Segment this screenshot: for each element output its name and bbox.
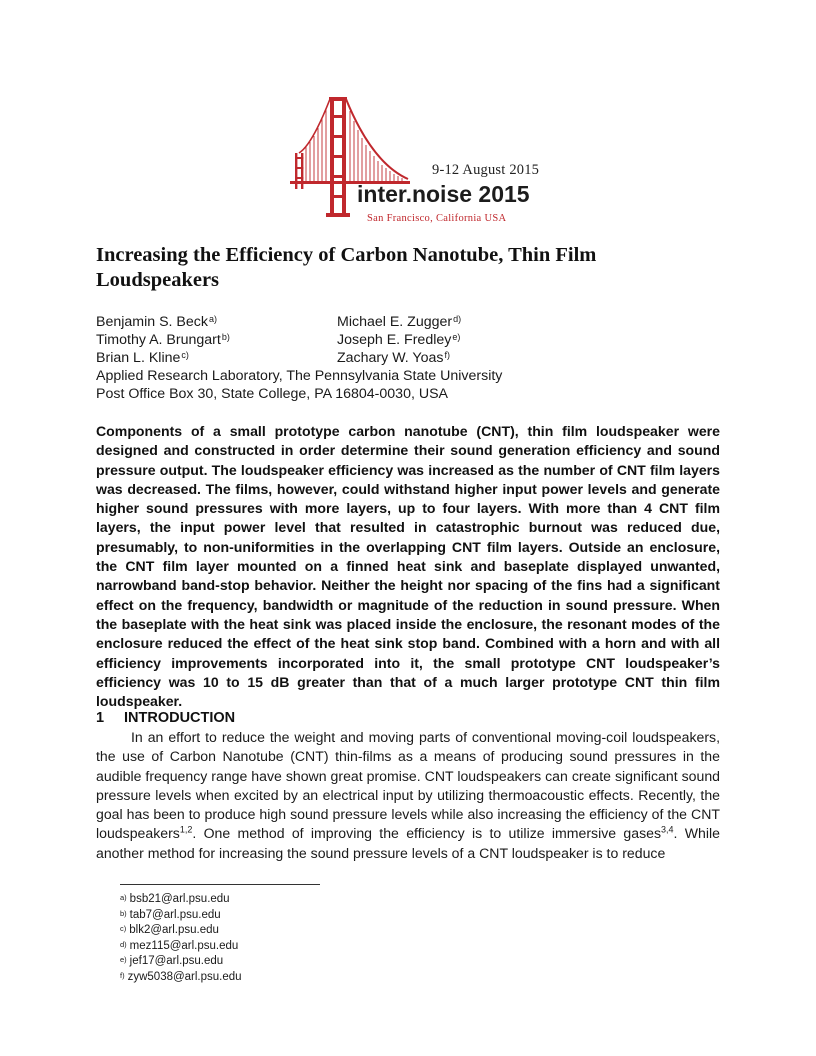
section-number: 1 [96,710,105,726]
author: Zachary W. Yoas$^{f)}$ [337,350,450,366]
footnote: $^{c)}$ blk2@arl.psu.edu [120,924,219,936]
author: Benjamin S. Beck$^{a)}$ [96,314,217,330]
footnotes [120,892,242,985]
footnote-email[interactable]: mez115@arl.psu.edu [129,939,239,952]
golden-gate-bridge-icon [290,95,560,230]
section-title: INTRODUCTION [124,710,236,726]
paper-title-line: Increasing the Efficiency of Carbon Nanotube, Thin Film [96,244,597,266]
footnote-divider [120,884,320,885]
footnote-email[interactable]: blk2@arl.psu.edu [129,924,219,936]
citation: 1,2 [179,824,193,835]
footnote: $^{e)}$ jef17@arl.psu.edu [120,955,224,967]
footnote: $^{d)}$ mez115@arl.psu.edu [120,939,239,952]
affiliation: Applied Research Laboratory, The Pennsylvania State University [96,368,503,384]
conference-logo [290,95,560,230]
author: Joseph E. Fredley$^{e)}$ [337,332,461,348]
footnote-email[interactable]: bsb21@arl.psu.edu [129,893,230,905]
logo-name: inter.noise 2015 [357,181,530,207]
footnote-email[interactable]: tab7@arl.psu.edu [129,908,221,921]
logo-location: San Francisco, California USA [367,213,507,224]
footnote-email[interactable]: zyw5038@arl.psu.edu [127,970,242,983]
citation: 3,4 [661,824,674,835]
address: Post Office Box 30, State College, PA 16804-0030, USA [96,386,449,402]
introduction-paragraph: In an effort to reduce the weight and moving parts of conventional moving-coil loudspeakers, the use of Carbon Nanotube (CNT) thin-films as a means of producing sound pressures in the audible frequency range have shown great promise. CNT loudspeakers can create significant sound pressure levels when excited by an electrical input by utilizing thermoacoustic effects. Recently, the goal has been to produce high sound pressure levels while also increasing the efficiency of the CNT loudspeakers$^{1,2}$. One method of improving the efficiency is to utilize immersive gases$^{3,4}$. While another method for increasing the sound pressure levels of a CNT loudspeaker is to reduce [96,729,720,861]
abstract: Components of a small prototype carbon nanotube (CNT), thin film loudspeaker were designed and constructed in order determine their sound generation efficiency and sound pressure output. The loudspeaker efficiency was increased as the number of CNT film layers was decreased. The films, however, could withstand higher input power levels and generate higher sound pressures with more layers, up to four layers. With more than 4 CNT film layers, the input power level that resulted in catastrophic burnout was reduced due, presumably, to non-uniformities in the overlapping CNT film layers. Outside an enclosure, the CNT film layer mounted on a finned heat sink and baseplate displayed unwanted, narrowband band-stop behavior. Neither the height nor spacing of the fins had a significant effect on the frequency, bandwidth or magnitude of the reduction in sound pressure. When the baseplate with the heat sink was placed inside the enclosure, the resonant modes of the enclosure reduced the effect of the heat sink stop band. Combined with a horn and with all efficiency improvements incorporated into it, the small prototype CNT loudspeaker’s efficiency was 10 to 15 dB greater than that of a much larger prototype CNT thin film loudspeaker. [96,423,720,710]
footnote-email[interactable]: jef17@arl.psu.edu [129,955,224,967]
logo-date: 9-12 August 2015 [432,162,540,178]
footnote: $^{f)}$ zyw5038@arl.psu.edu [120,970,242,983]
section-heading [96,710,235,726]
footnote: $^{b)}$ tab7@arl.psu.edu [120,908,221,921]
author: Michael E. Zugger$^{d)}$ [337,314,462,330]
author: Timothy A. Brungart$^{b)}$ [96,332,230,348]
paper-title [96,243,696,293]
footnote: $^{a)}$ bsb21@arl.psu.edu [120,893,230,905]
paper-title-line: Loudspeakers [96,269,220,291]
author: Brian L. Kline$^{c)}$ [96,350,189,366]
